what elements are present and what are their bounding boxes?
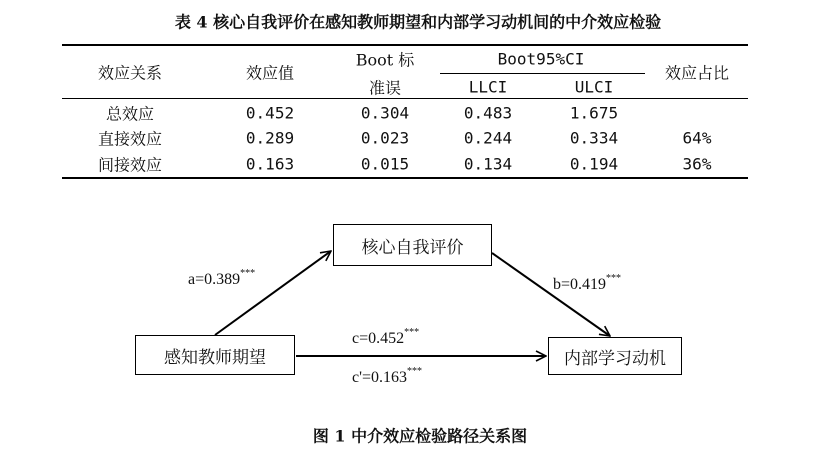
row-ratio: 36% xyxy=(682,154,712,174)
mediator-node: 核心自我评价 xyxy=(333,224,492,266)
row-llci: 0.244 xyxy=(463,128,513,148)
row-effect: 0.452 xyxy=(245,103,295,123)
row-ratio: 64% xyxy=(682,128,712,148)
header-ulci: ULCI xyxy=(574,77,614,97)
path-c-label xyxy=(352,327,420,348)
row-ulci: 0.194 xyxy=(569,154,619,174)
path-c-significance: *** xyxy=(404,327,420,338)
header-se-line1: Boot 标 xyxy=(355,50,415,70)
path-c-prime-coefficient: c'=0.163 xyxy=(352,369,408,386)
predictor-node: 感知教师期望 xyxy=(135,335,295,375)
path-c-prime-label xyxy=(352,366,423,387)
row-relation: 总效应 xyxy=(105,104,155,124)
row-se: 0.304 xyxy=(360,103,410,123)
row-se: 0.015 xyxy=(360,154,410,174)
row-llci: 0.134 xyxy=(463,154,513,174)
path-b-label xyxy=(553,273,622,294)
figure-caption: 图 1 中介效应检验路径关系图 xyxy=(312,426,528,446)
path-a-label xyxy=(188,268,256,289)
table-title: 表 4 核心自我评价在感知教师期望和内部学习动机间的中介效应检验 xyxy=(174,12,662,32)
path-a-significance: *** xyxy=(240,268,256,279)
header-ratio: 效应占比 xyxy=(664,63,730,83)
path-c-coefficient: c=0.452 xyxy=(352,330,405,347)
outcome-node: 内部学习动机 xyxy=(548,337,682,375)
header-relation: 效应关系 xyxy=(97,63,163,83)
header-effect: 效应值 xyxy=(245,63,295,83)
path-b-arrow xyxy=(492,253,610,336)
row-se: 0.023 xyxy=(360,128,410,148)
row-ulci: 1.675 xyxy=(569,103,619,123)
path-c-prime-significance: *** xyxy=(407,366,423,377)
path-a-coefficient: a=0.389 xyxy=(188,271,241,288)
row-effect: 0.163 xyxy=(245,154,295,174)
header-llci: LLCI xyxy=(468,77,508,97)
row-ulci: 0.334 xyxy=(569,128,619,148)
row-relation: 直接效应 xyxy=(97,129,163,149)
path-b-significance: *** xyxy=(606,273,622,284)
header-ci: Boot95%CI xyxy=(497,49,585,69)
path-a-arrow xyxy=(215,251,331,335)
path-b-coefficient: b=0.419 xyxy=(553,276,607,293)
row-relation: 间接效应 xyxy=(97,155,163,175)
header-se-line2: 准误 xyxy=(368,78,402,98)
row-llci: 0.483 xyxy=(463,103,513,123)
row-effect: 0.289 xyxy=(245,128,295,148)
